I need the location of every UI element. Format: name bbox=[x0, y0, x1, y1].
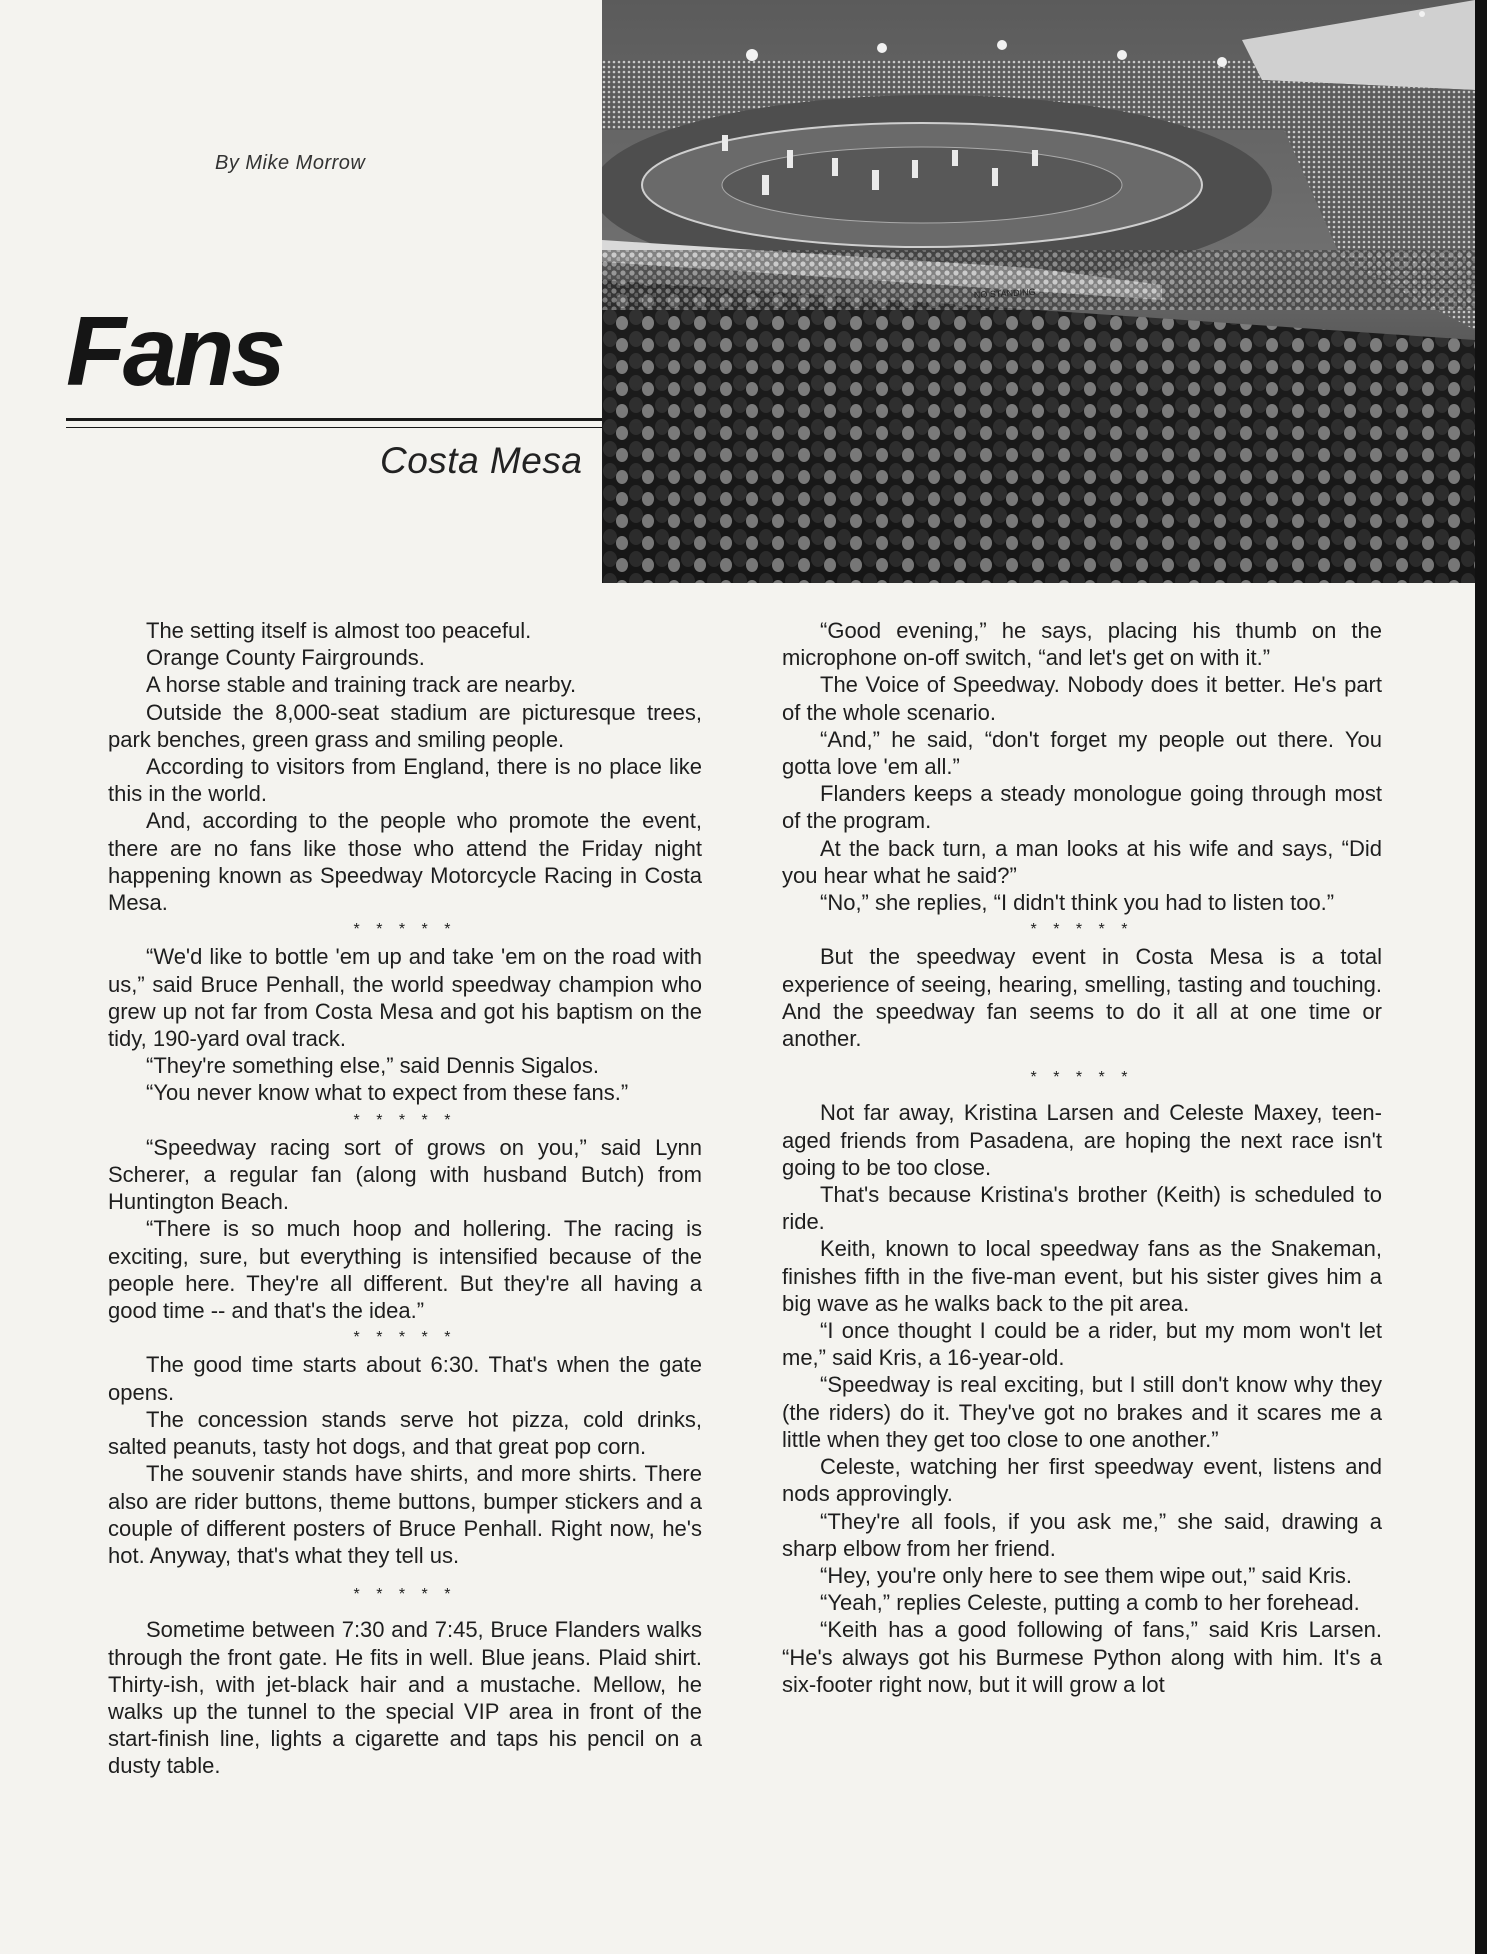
photo-sign-text: NO STANDING bbox=[973, 286, 1036, 300]
left-column-paragraph: “You never know what to expect from these fans.” bbox=[146, 1080, 629, 1106]
left-column-paragraph: “There is so much hoop and hollering. The racing is exciting, sure, but everything is intensified because of the people here. They're all different. But they're all having a good time -- and that's the idea.” bbox=[108, 1216, 702, 1324]
right-column-paragraph: “Keith has a good following of fans,” said Kris Larsen. “He's always got his Burmese Python along with him. It's a six-footer right now, but it will grow a lot bbox=[782, 1617, 1382, 1697]
left-column-paragraph: The concession stands serve hot pizza, cold drinks, salted peanuts, tasty hot dogs, and that great pop corn. bbox=[108, 1406, 702, 1460]
right-column-paragraph: But the speedway event in Costa Mesa is a total experience of seeing, hearing, smelling, tasting and touching. And the speedway fan seems to do it all at one time or another. bbox=[782, 944, 1382, 1052]
title-rule-thick bbox=[66, 418, 602, 421]
article-location: Costa Mesa bbox=[380, 440, 583, 481]
left-column-paragraph: The souvenir stands have shirts, and more shirts. There also are rider buttons, theme buttons, bumper stickers and a couple of different posters of Bruce Penhall. Right now, he's hot. Anyway, that's what they tell us. bbox=[108, 1461, 702, 1568]
left-column-paragraph: “We'd like to bottle 'em up and take 'em on the road with us,” said Bruce Penhall, the world speedway champion who grew up not far from Costa Mesa and got his baptism on the tidy, 190-yard oval track. bbox=[108, 944, 702, 1052]
stadium-photo bbox=[602, 0, 1475, 583]
left-column bbox=[108, 617, 702, 1780]
right-column-paragraph: “They're all fools, if you ask me,” she said, drawing a sharp elbow from her friend. bbox=[782, 1508, 1382, 1561]
right-column-paragraph: That's because Kristina's brother (Keith) is scheduled to ride. bbox=[782, 1182, 1382, 1235]
right-column-paragraph: The Voice of Speedway. Nobody does it better. He's part of the whole scenario. bbox=[782, 672, 1382, 725]
right-column-paragraph: Not far away, Kristina Larsen and Celeste Maxey, teen-aged friends from Pasadena, are hoping the next race isn't going to be too close. bbox=[782, 1100, 1382, 1180]
section-break: * * * * * bbox=[1030, 1069, 1134, 1087]
right-column-paragraph: “Speedway is real exciting, but I still don't know why they (the riders) do it. They've got no brakes and it scares me a little when they get too close to one another.” bbox=[782, 1372, 1382, 1452]
right-column-paragraph: “And,” he said, “don't forget my people out there. You gotta love 'em all.” bbox=[782, 726, 1382, 780]
left-column-paragraph: Outside the 8,000-seat stadium are picturesque trees, park benches, green grass and smiling people. bbox=[108, 699, 702, 752]
right-column-paragraph: “No,” she replies, “I didn't think you had to listen too.” bbox=[820, 890, 1335, 916]
left-column-paragraph: “Speedway racing sort of grows on you,” said Lynn Scherer, a regular fan (along with husband Butch) from Huntington Beach. bbox=[108, 1134, 702, 1215]
section-break: * * * * * bbox=[353, 1586, 457, 1604]
left-column-paragraph: Sometime between 7:30 and 7:45, Bruce Flanders walks through the front gate. He fits in well. Blue jeans. Plaid shirt. Thirty-ish, with jet-black hair and a mustache. Mellow, he walks up the tunnel to the special VIP area in front of the start-finish line, lights a cigarette and taps his pencil on a dusty table. bbox=[108, 1617, 702, 1779]
right-column-paragraph: Celeste, watching her first speedway event, listens and nods approvingly. bbox=[782, 1454, 1382, 1507]
right-column-paragraph: “Yeah,” replies Celeste, putting a comb to her forehead. bbox=[820, 1590, 1360, 1616]
article-title: Fans bbox=[66, 296, 283, 406]
left-column-paragraph: “They're something else,” said Dennis Sigalos. bbox=[146, 1053, 599, 1079]
left-column-paragraph: According to visitors from England, there is no place like this in the world. bbox=[108, 754, 702, 807]
left-column-paragraph: And, according to the people who promote the event, there are no fans like those who attend the Friday night happening known as Speedway Motorcycle Racing in Costa Mesa. bbox=[108, 808, 702, 916]
section-break: * * * * * bbox=[353, 921, 457, 939]
section-break: * * * * * bbox=[353, 1329, 457, 1347]
right-column-paragraph: Keith, known to local speedway fans as the Snakeman, finishes fifth in the five-man event, but his sister gives him a big wave as he walks back to the pit area. bbox=[782, 1236, 1382, 1316]
right-column-paragraph: “Good evening,” he says, placing his thumb on the microphone on-off switch, “and let's get on with it.” bbox=[782, 618, 1382, 671]
right-column-paragraph: At the back turn, a man looks at his wife and says, “Did you hear what he said?” bbox=[782, 835, 1382, 888]
right-column-paragraph: “I once thought I could be a rider, but my mom won't let me,” said Kris, a 16-year-old. bbox=[782, 1318, 1382, 1371]
byline: By Mike Morrow bbox=[215, 152, 366, 174]
stadium-photo-art bbox=[602, 0, 1475, 583]
left-column-paragraph: The good time starts about 6:30. That's when the gate opens. bbox=[108, 1352, 702, 1405]
page-edge bbox=[1475, 0, 1487, 1954]
right-column bbox=[782, 617, 1382, 1698]
right-column-paragraph: “Hey, you're only here to see them wipe out,” said Kris. bbox=[820, 1562, 1353, 1588]
right-column-paragraph: Flanders keeps a steady monologue going through most of the program. bbox=[782, 781, 1382, 834]
section-break: * * * * * bbox=[1030, 921, 1134, 939]
left-column-paragraph: The setting itself is almost too peaceful. bbox=[146, 618, 532, 643]
left-column-paragraph: Orange County Fairgrounds. bbox=[146, 645, 425, 671]
section-break: * * * * * bbox=[353, 1111, 457, 1129]
title-rule-thin bbox=[66, 427, 602, 428]
left-column-paragraph: A horse stable and training track are nearby. bbox=[146, 672, 577, 698]
